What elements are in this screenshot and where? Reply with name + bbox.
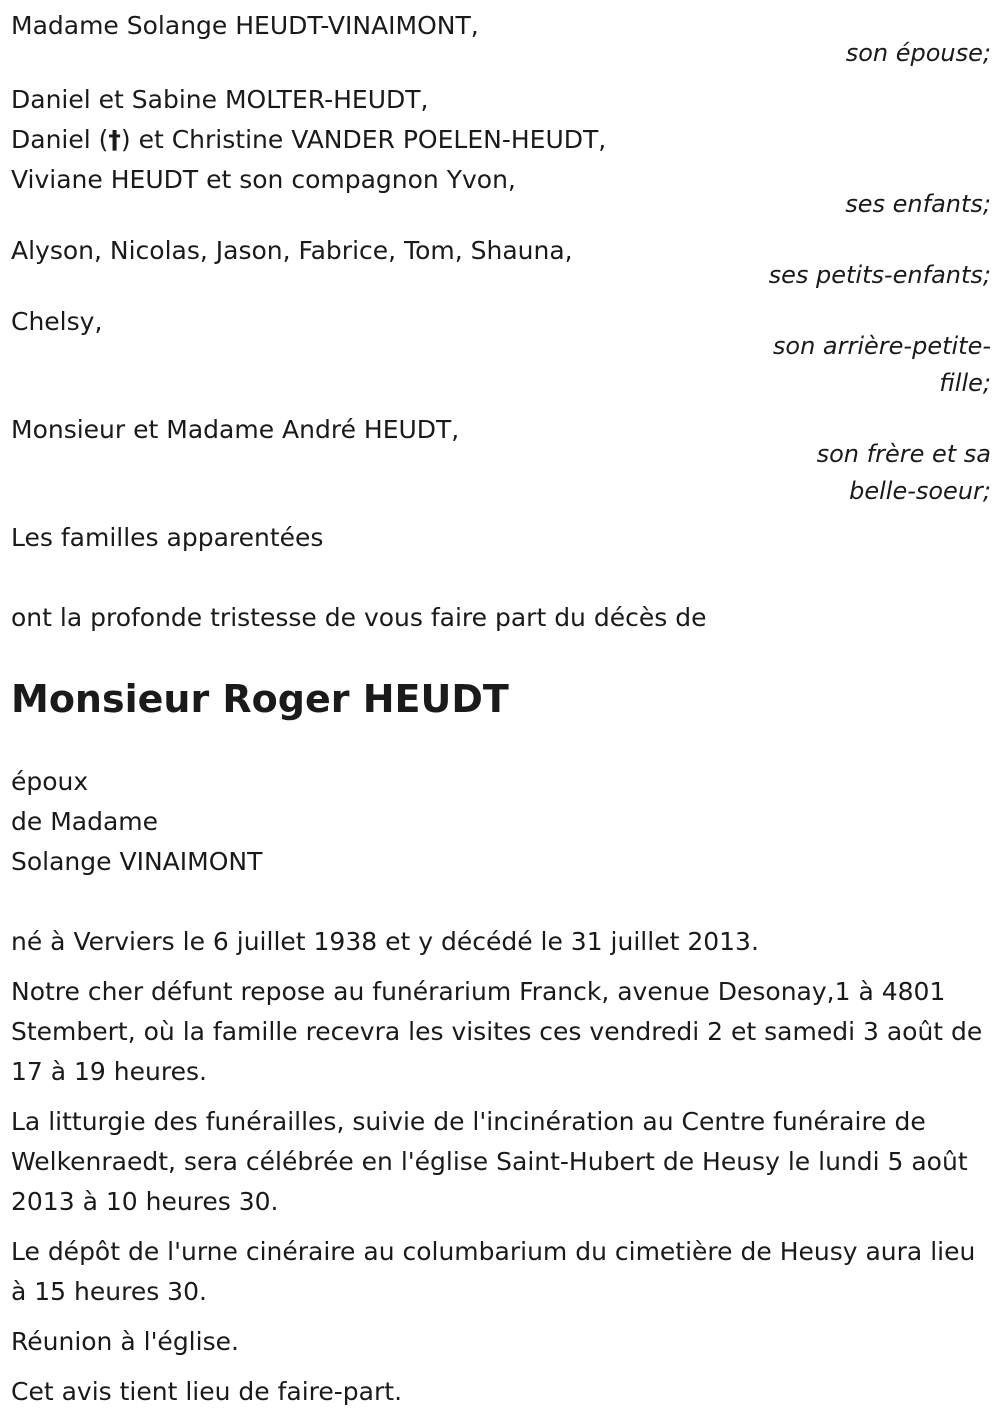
- paragraph: Le dépôt de l'urne cinéraire au columbarium du cimetière de Heusy aura lieu à 15 heures 30.: [11, 1237, 976, 1306]
- relation-label: ses petits-enfants;: [768, 261, 991, 289]
- paragraph: né à Verviers le 6 juillet 1938 et y décédé le 31 juillet 2013.: [11, 927, 759, 956]
- deceased-name: Monsieur Roger HEUDT: [11, 677, 509, 721]
- family-name-line: Viviane HEUDT et son compagnon Yvon,: [11, 165, 516, 194]
- announcement-text: ont la profonde tristesse de vous faire part du décès de: [11, 603, 707, 632]
- relation-label: ses enfants;: [845, 190, 991, 218]
- family-name-line: Les familles apparentées: [11, 523, 324, 552]
- name-text: Daniel (: [11, 125, 109, 154]
- family-name-line: Chelsy,: [11, 307, 103, 336]
- family-name-line: Madame Solange HEUDT-VINAIMONT,: [11, 11, 479, 40]
- paragraph: Réunion à l'église.: [11, 1327, 239, 1356]
- paragraph: La litturgie des funérailles, suivie de l'incinération au Centre funéraire de Welkenraedt, sera célébrée en l'église Saint-Hubert de Heusy le lundi 5 août 2013 à 10 heures 30.: [11, 1107, 968, 1216]
- family-name-line: Daniel et Sabine MOLTER-HEUDT,: [11, 85, 429, 114]
- relation-label: son arrière-petite-fille;: [772, 332, 991, 397]
- obituary-notice: [11, 0, 991, 1412]
- relation-label: son frère et sa belle-soeur;: [816, 440, 991, 505]
- name-text: ) et Christine VANDER POELEN-HEUDT,: [120, 125, 607, 154]
- paragraph: Cet avis tient lieu de faire-part.: [11, 1377, 403, 1406]
- family-name-line: Monsieur et Madame André HEUDT,: [11, 415, 460, 444]
- family-name-line: Alyson, Nicolas, Jason, Fabrice, Tom, Shauna,: [11, 236, 573, 265]
- spouse-line: époux: [11, 767, 89, 796]
- relation-label: son épouse;: [845, 39, 991, 67]
- paragraph: Notre cher défunt repose au funérarium Franck, avenue Desonay,1 à 4801 Stembert, où la famille recevra les visites ces vendredi 2 et samedi 3 août de 17 à 19 heures.: [11, 977, 983, 1086]
- family-name-line: [11, 120, 991, 160]
- spouse-line: Solange VINAIMONT: [11, 847, 263, 876]
- spouse-line: de Madame: [11, 807, 159, 836]
- cross-icon: †: [108, 125, 121, 154]
